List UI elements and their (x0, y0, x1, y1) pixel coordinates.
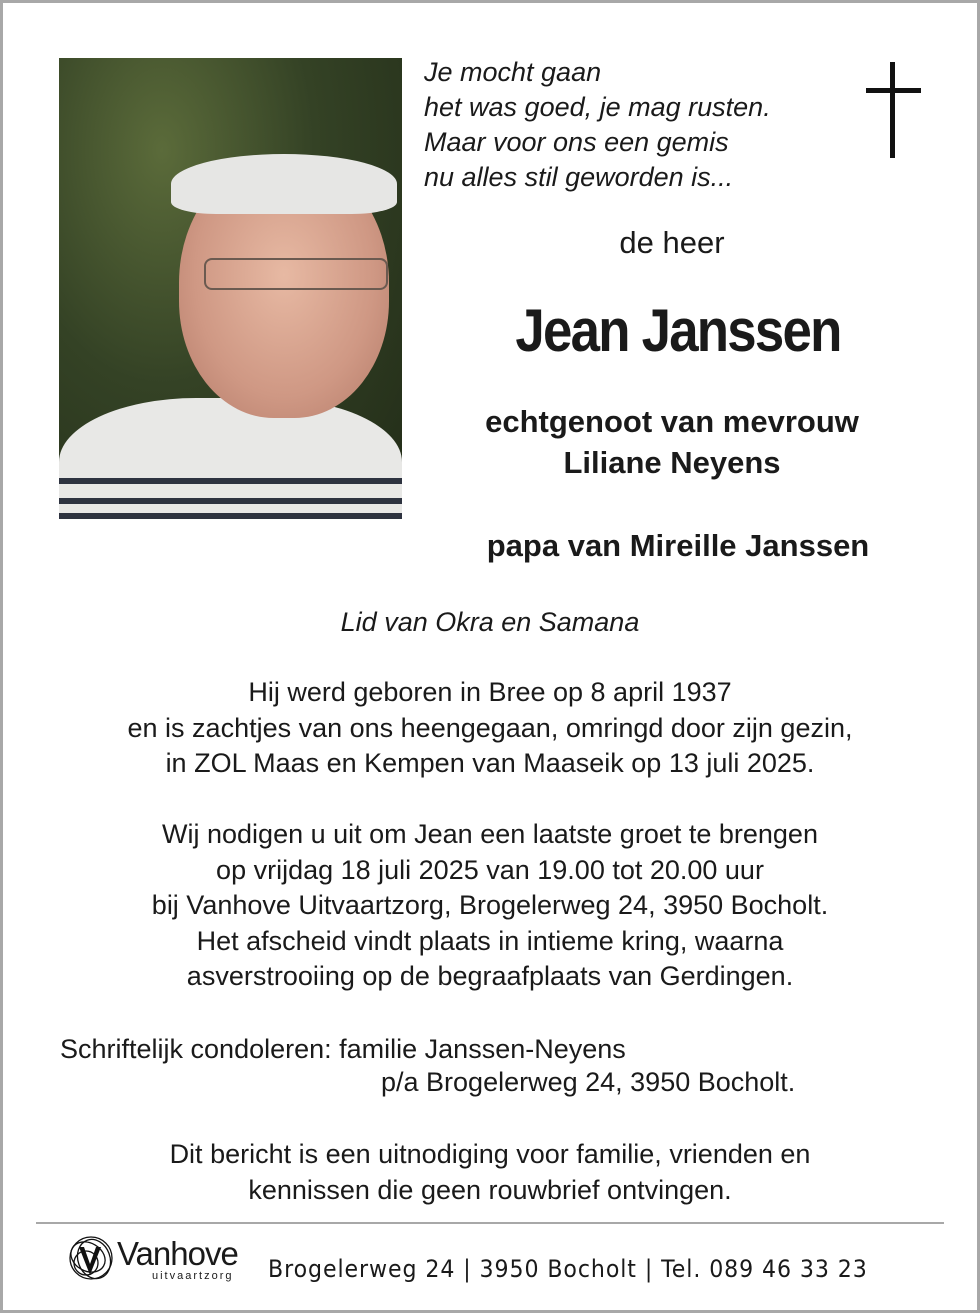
text-line: kennissen die geen rouwbrief ontvingen. (248, 1174, 732, 1205)
membership: Lid van Okra en Samana (340, 607, 640, 637)
poem-line: Maar voor ons een gemis (424, 127, 729, 157)
farewell-paragraph (0, 817, 980, 995)
condolence-line: Schriftelijk condoleren: familie Janssen-Neyens (60, 1034, 626, 1064)
poem (424, 55, 771, 195)
birth-death-paragraph (0, 675, 980, 782)
invitation-notice (0, 1137, 980, 1208)
honorific: de heer (619, 225, 725, 260)
poem-line: Je mocht gaan (424, 57, 602, 87)
text-line: op vrijdag 18 juli 2025 van 19.00 tot 20.00 uur (216, 854, 764, 885)
deceased-name: Jean Janssen (515, 297, 841, 364)
text-line: Hij werd geboren in Bree op 8 april 1937 (248, 677, 732, 707)
text-line: in ZOL Maas en Kempen van Maaseik op 13 juli 2025. (165, 748, 815, 778)
brand-subtitle: uitvaartzorg (152, 1270, 234, 1282)
condolence-address: p/a Brogelerweg 24, 3950 Bocholt. (381, 1067, 796, 1097)
text-line: en is zachtjes van ons heengegaan, omringd door zijn gezin, (127, 712, 853, 743)
spouse-label: echtgenoot van mevrouw (485, 404, 859, 439)
text-line: bij Vanhove Uitvaartzorg, Brogelerweg 24, 3950 Bocholt. (151, 890, 829, 920)
divider (36, 1222, 944, 1224)
child-relation: papa van Mireille Janssen (486, 528, 870, 563)
brand-name: Vanhove (117, 1235, 238, 1272)
footer-contact: Brogelerweg 24 | 3950 Bocholt | Tel. 089 46 33 23 (268, 1255, 868, 1283)
text-line: Dit bericht is een uitnodiging voor familie, vrienden en (169, 1139, 811, 1169)
text-line: Wij nodigen u uit om Jean een laatste groet te brengen (162, 819, 818, 849)
poem-line: het was goed, je mag rusten. (424, 92, 771, 122)
vanhove-logo-icon (66, 1233, 116, 1283)
text-line: Het afscheid vindt plaats in intieme kring, waarna (196, 925, 784, 956)
text-line: asverstrooiing op de begraafplaats van Gerdingen. (186, 961, 794, 991)
spouse-name: Liliane Neyens (563, 445, 781, 480)
poem-line: nu alles stil geworden is... (424, 162, 734, 192)
portrait-photo (59, 58, 402, 519)
